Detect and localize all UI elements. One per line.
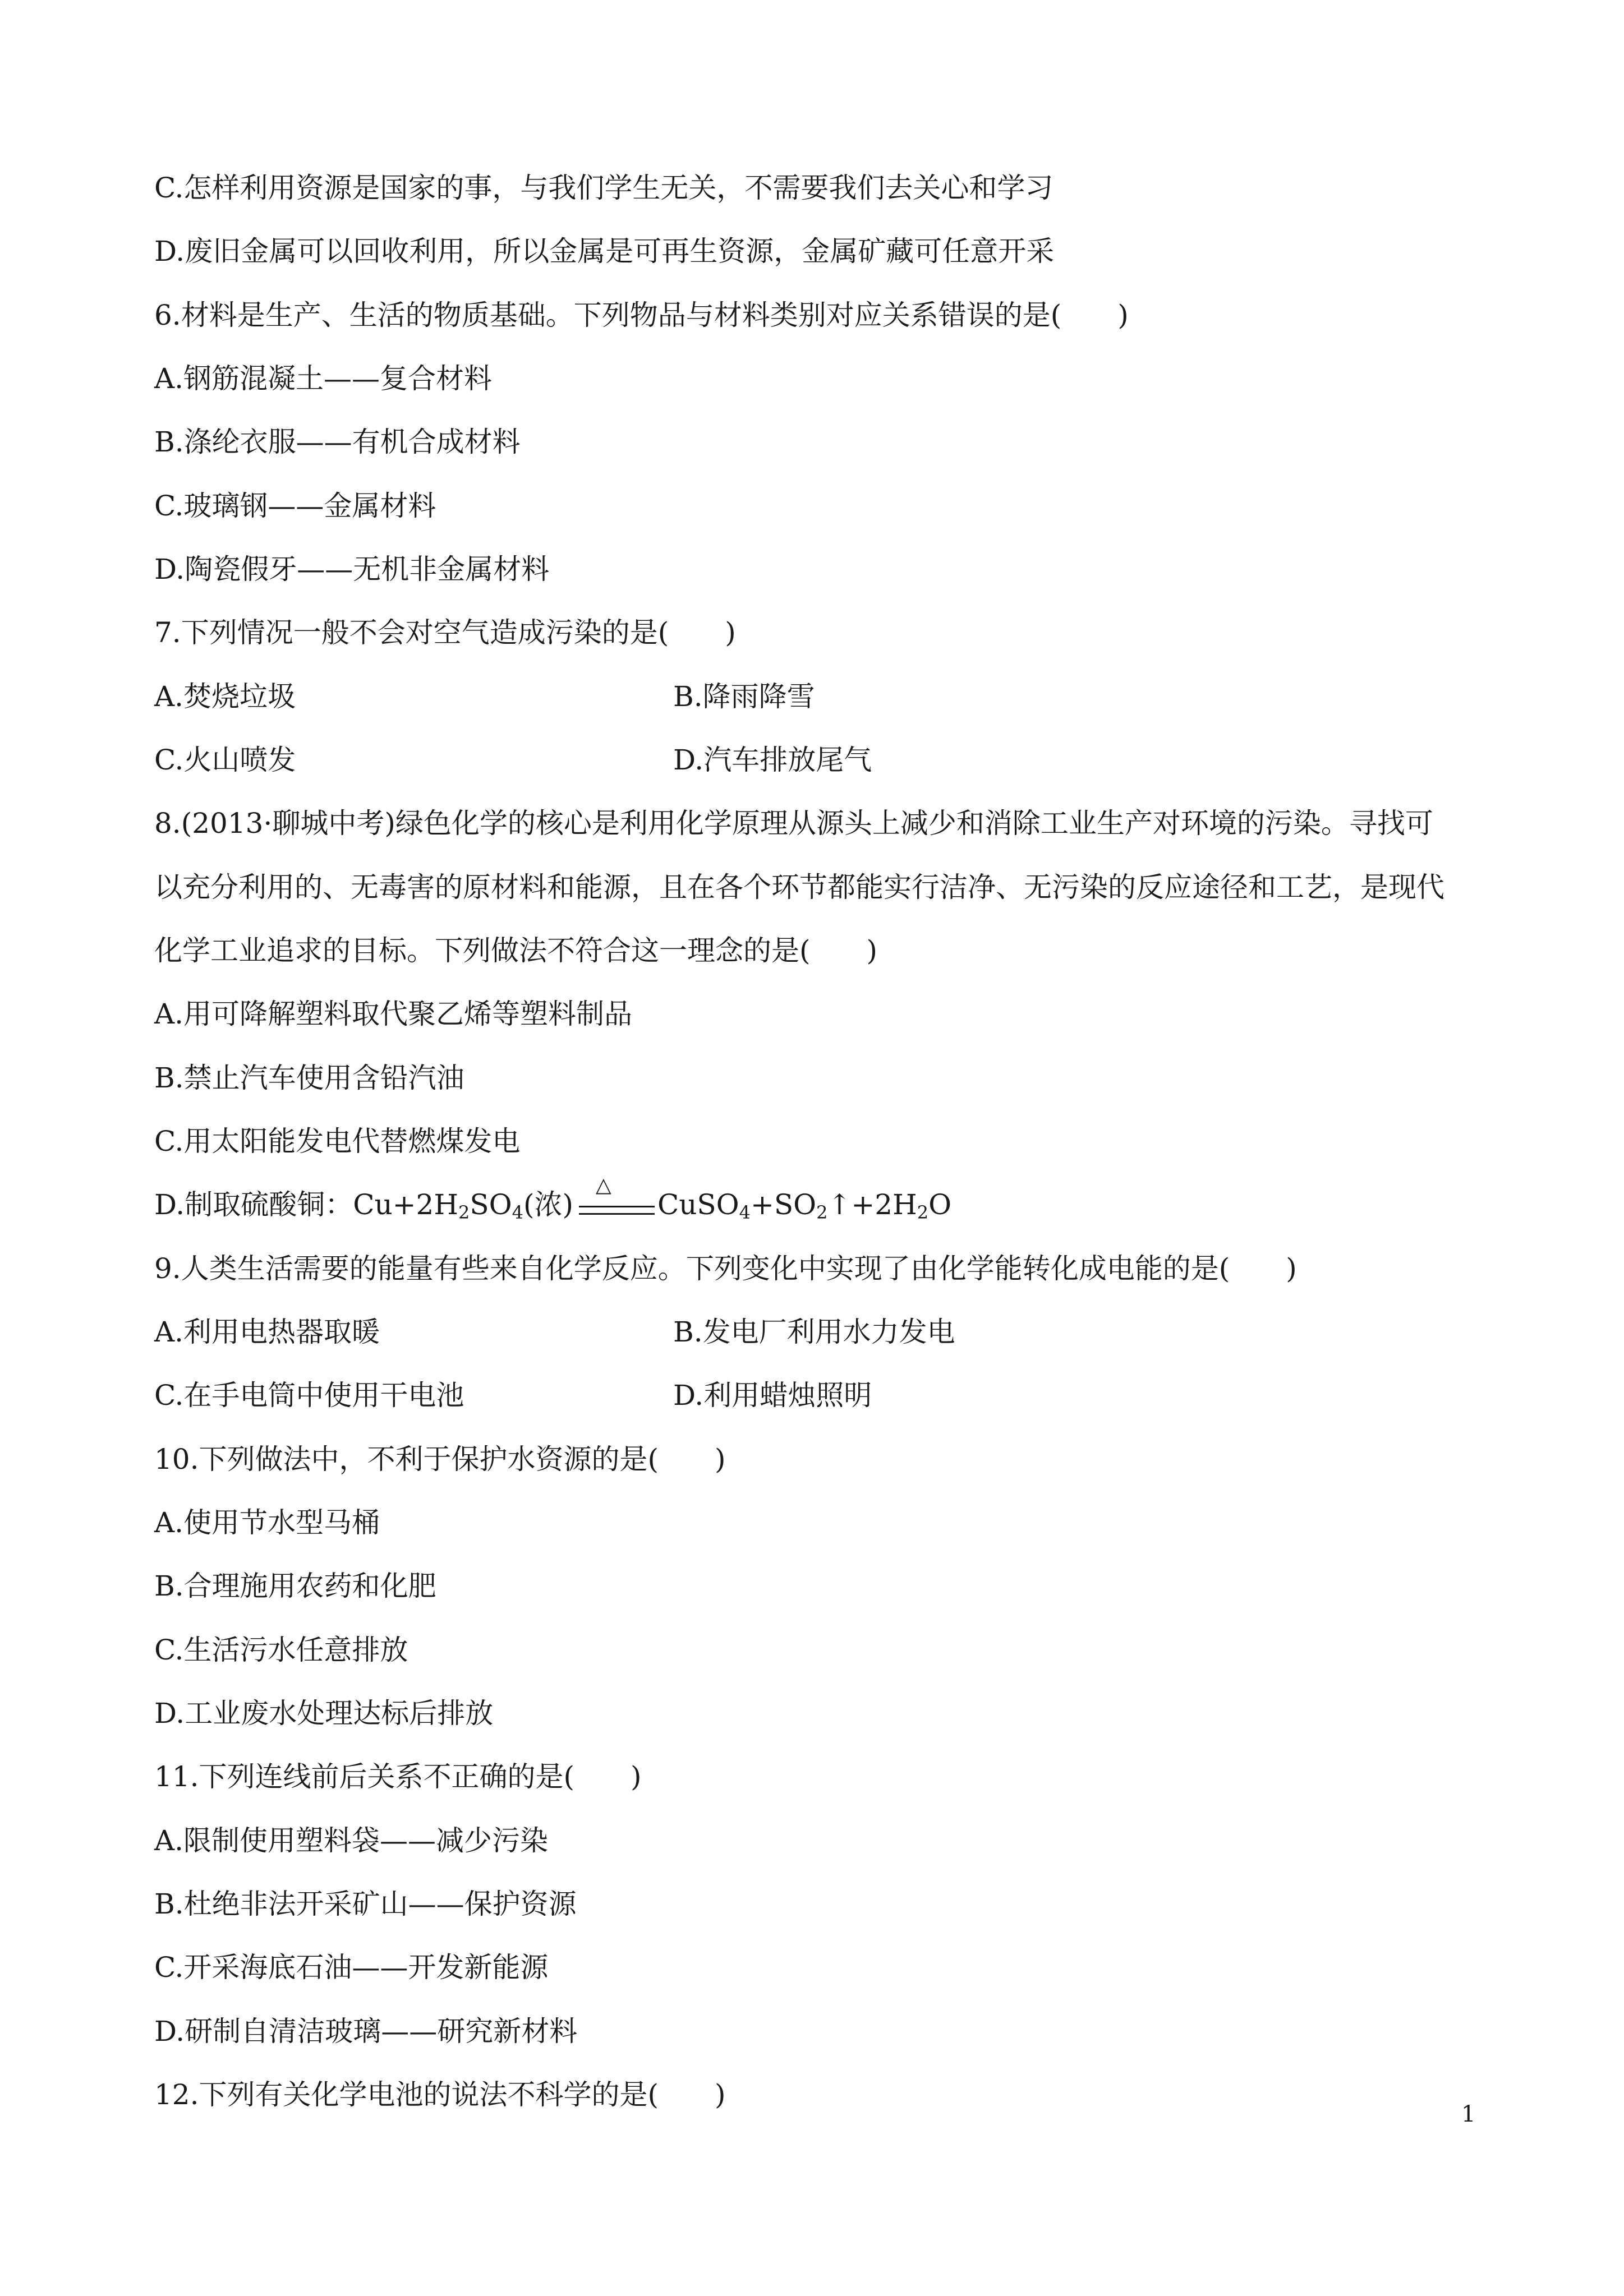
q11-option-c: C.开采海底石油——开发新能源	[154, 1951, 549, 1984]
q8-option-c: C.用太阳能发电代替燃煤发电	[154, 1125, 521, 1158]
q9-option-b: B.发电厂利用水力发电	[673, 1316, 955, 1348]
question-9: 9.人类生活需要的能量有些来自化学反应。下列变化中实现了由化学能转化成电能的是( )	[154, 1252, 1297, 1285]
q10-option-d: D.工业废水处理达标后排放	[154, 1697, 494, 1730]
q9-option-a: A.利用电热器取暖	[154, 1316, 380, 1348]
q7-options-row-2	[154, 743, 1473, 777]
question-8-line-2: 以充分利用的、无毒害的原材料和能源，且在各个环节都能实行洁净、无污染的反应途径和工艺，是现代	[154, 871, 1444, 903]
q11-option-a: A.限制使用塑料袋——减少污染	[154, 1824, 549, 1857]
q7-options-row-1	[154, 680, 1473, 713]
q10-option-b: B.合理施用农药和化肥	[154, 1570, 436, 1602]
question-11: 11.下列连线前后关系不正确的是( )	[154, 1760, 642, 1793]
q9-option-d: D.利用蜡烛照明	[673, 1379, 872, 1412]
q6-option-b: B.涤纶衣服——有机合成材料	[154, 426, 521, 458]
q10-option-c: C.生活污水任意排放	[154, 1634, 408, 1666]
q9-options-row-1	[154, 1315, 1473, 1349]
q11-option-d: D.研制自清洁玻璃——研究新材料	[154, 2015, 578, 2048]
question-6: 6.材料是生产、生活的物质基础。下列物品与材料类别对应关系错误的是( )	[154, 299, 1129, 331]
question-10: 10.下列做法中，不利于保护水资源的是( )	[154, 1443, 726, 1476]
q8-option-d-equation: D.制取硫酸铜：$Cu+2H_2SO_4$(浓) △ $CuSO_4+SO_2↑+2H_2O$	[154, 1174, 952, 1223]
q7-option-b: B.降雨降雪	[673, 680, 815, 713]
question-8-line-1: 8.(2013·聊城中考)绿色化学的核心是利用化学原理从源头上减少和消除工业生产对环境的污染。寻找可	[154, 807, 1433, 840]
q10-option-a: A.使用节水型马桶	[154, 1506, 380, 1539]
q7-option-d: D.汽车排放尾气	[673, 744, 872, 776]
q7-option-a: A.焚烧垃圾	[154, 680, 296, 713]
q6-option-d: D.陶瓷假牙——无机非金属材料	[154, 553, 550, 585]
heating-condition-sign	[573, 1174, 657, 1221]
delta-symbol: △	[595, 1174, 611, 1197]
page-number: 1	[1461, 2101, 1476, 2127]
q6-option-c: C.玻璃钢——金属材料	[154, 490, 436, 522]
q9-option-c: C.在手电筒中使用干电池	[154, 1379, 464, 1412]
q11-option-b: B.杜绝非法开采矿山——保护资源	[154, 1888, 577, 1920]
q9-options-row-2	[154, 1378, 1473, 1412]
double-line-arrow	[579, 1206, 655, 1215]
question-12: 12.下列有关化学电池的说法不科学的是( )	[154, 2078, 726, 2111]
q8-option-b: B.禁止汽车使用含铅汽油	[154, 1062, 464, 1094]
q5-option-c: C.怎样利用资源是国家的事，与我们学生无关，不需要我们去关心和学习	[154, 172, 1053, 204]
q5-option-d: D.废旧金属可以回收利用，所以金属是可再生资源，金属矿藏可任意开采	[154, 235, 1055, 268]
question-7: 7.下列情况一般不会对空气造成污染的是( )	[154, 616, 736, 649]
q6-option-a: A.钢筋混凝土——复合材料	[154, 362, 493, 395]
q8-option-a: A.用可降解塑料取代聚乙烯等塑料制品	[154, 998, 633, 1030]
question-8-line-3: 化学工业追求的目标。下列做法不符合这一理念的是( )	[154, 934, 878, 967]
q7-option-c: C.火山喷发	[154, 744, 296, 776]
